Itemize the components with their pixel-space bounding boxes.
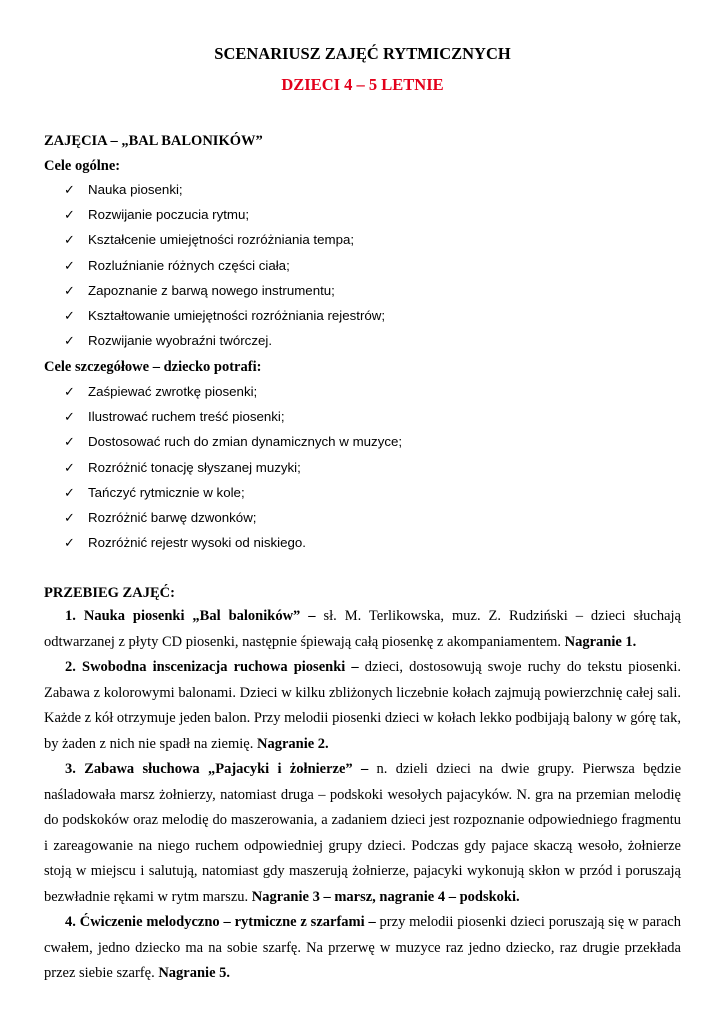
list-item: ✓ Zaśpiewać zwrotkę piosenki; [64, 382, 402, 407]
check-icon: ✓ [64, 435, 75, 451]
check-icon: ✓ [64, 460, 75, 476]
step-number: 4. [65, 914, 76, 930]
general-goals-heading: Cele ogólne: [44, 158, 121, 174]
check-icon: ✓ [64, 334, 75, 350]
page-title: SCENARIUSZ ZAJĘĆ RYTMICZNYCH [214, 44, 511, 63]
check-icon: ✓ [64, 308, 75, 324]
general-goals-list [64, 180, 385, 356]
step-recording: Nagranie 3 – marsz, nagranie 4 – podskoki. [251, 888, 520, 905]
lesson-title: ZAJĘCIA – „BAL BALONIKÓW” [44, 133, 263, 149]
list-item: ✓ Kształtowanie umiejętności rozróżniania rejestrów; [64, 306, 385, 331]
check-icon: ✓ [64, 485, 75, 501]
page-subtitle: DZIECI 4 – 5 LETNIE [281, 75, 444, 94]
check-icon: ✓ [64, 410, 75, 426]
check-icon: ✓ [64, 258, 75, 274]
step-title: Ćwiczenie melodyczno – rytmiczne z szarfami – [79, 914, 376, 930]
step-recording: Nagranie 5. [158, 965, 231, 982]
list-item: ✓ Dostosować ruch do zmian dynamicznych w muzyce; [64, 432, 402, 457]
course-step-1 [44, 604, 681, 655]
course-step-4 [44, 910, 681, 987]
step-title: Zabawa słuchowa „Pajacyki i żołnierze” – [84, 761, 369, 777]
step-number: 1. [65, 608, 76, 624]
list-item: ✓ Kształcenie umiejętności rozróżniania tempa; [64, 230, 385, 255]
list-item: ✓ Rozluźnianie różnych części ciała; [64, 256, 385, 281]
list-item: ✓ Rozróżnić rejestr wysoki od niskiego. [64, 533, 402, 558]
list-item: ✓ Nauka piosenki; [64, 180, 385, 205]
specific-goals-heading: Cele szczegółowe – dziecko potrafi: [44, 359, 262, 375]
step-text: przy melodii piosenki dzieci poruszają się w parach cwałem, jedno dziecko ma na sobie szarfę. Na przerwę w muzyce raz jedno dziecko, raz drugie przekłada przez siebie szarfę. [44, 914, 681, 982]
check-icon: ✓ [64, 510, 75, 526]
list-item: ✓ Zapoznanie z barwą nowego instrumentu; [64, 281, 385, 306]
check-icon: ✓ [64, 283, 75, 299]
step-number: 2. [65, 659, 76, 675]
step-recording: Nagranie 2. [256, 735, 329, 752]
list-item: ✓ Rozróżnić barwę dzwonków; [64, 508, 402, 533]
step-text: n. dzieli dzieci na dwie grupy. Pierwsza będzie naśladowała marsz żołnierzy, natomiast druga – podskoki wesołych pajacyków. N. gra na przemian melodię do podskoków oraz melodię do maszerowania, a zadaniem dzieci jest rozpoznanie odpowiedniego fragmentu i zareagowanie na niego ruchem odpowiedniej grupy dzieci. Podczas gdy pajace skaczą wesoło, żołnierze stoją w miejscu i salutują, natomiast gdy maszerują żołnierze, pajacyki wykonują skłon w przód i poruszają bezwładnie rękami w rytm marszu. [44, 761, 682, 905]
specific-goals-list [64, 382, 402, 558]
list-item: ✓ Tańczyć rytmicznie w kole; [64, 483, 402, 508]
step-text: dzieci, dostosowują swoje ruchy do tekstu piosenki. Zabawa z kolorowymi balonami. Dzieci w kilku zbliżonych liczebnie kołach zajmują powierzchnię całej sali. Każde z kół otrzymuje jeden balon. Przy melodii piosenki dzieci w kołach lekko podbijają balony w górę tak, by żaden z nich nie spadł na ziemię. [44, 659, 681, 752]
check-icon: ✓ [64, 536, 75, 552]
step-title: Nauka piosenki „Bal baloników” – [83, 608, 316, 624]
list-item: ✓ Rozwijanie wyobraźni twórczej. [64, 331, 385, 356]
list-item: ✓ Ilustrować ruchem treść piosenki; [64, 407, 402, 432]
step-text: sł. M. Terlikowska, muz. Z. Rudziński – dzieci słuchają odtwarzanej z płyty CD piosenki, następnie śpiewają całą piosenkę z akompaniamentem. [44, 608, 681, 650]
check-icon: ✓ [64, 385, 75, 400]
course-heading: PRZEBIEG ZAJĘĆ: [44, 585, 175, 601]
step-recording: Nagranie 1. [564, 633, 637, 650]
course-step-3 [44, 757, 681, 911]
course-step-2 [44, 655, 681, 757]
list-item: ✓ Rozróżnić tonację słyszanej muzyki; [64, 458, 402, 483]
step-number: 3. [65, 761, 76, 777]
check-icon: ✓ [64, 183, 75, 198]
check-icon: ✓ [64, 208, 75, 224]
step-title: Swobodna inscenizacja ruchowa piosenki – [82, 659, 359, 675]
check-icon: ✓ [64, 233, 75, 249]
list-item: ✓ Rozwijanie poczucia rytmu; [64, 205, 385, 230]
